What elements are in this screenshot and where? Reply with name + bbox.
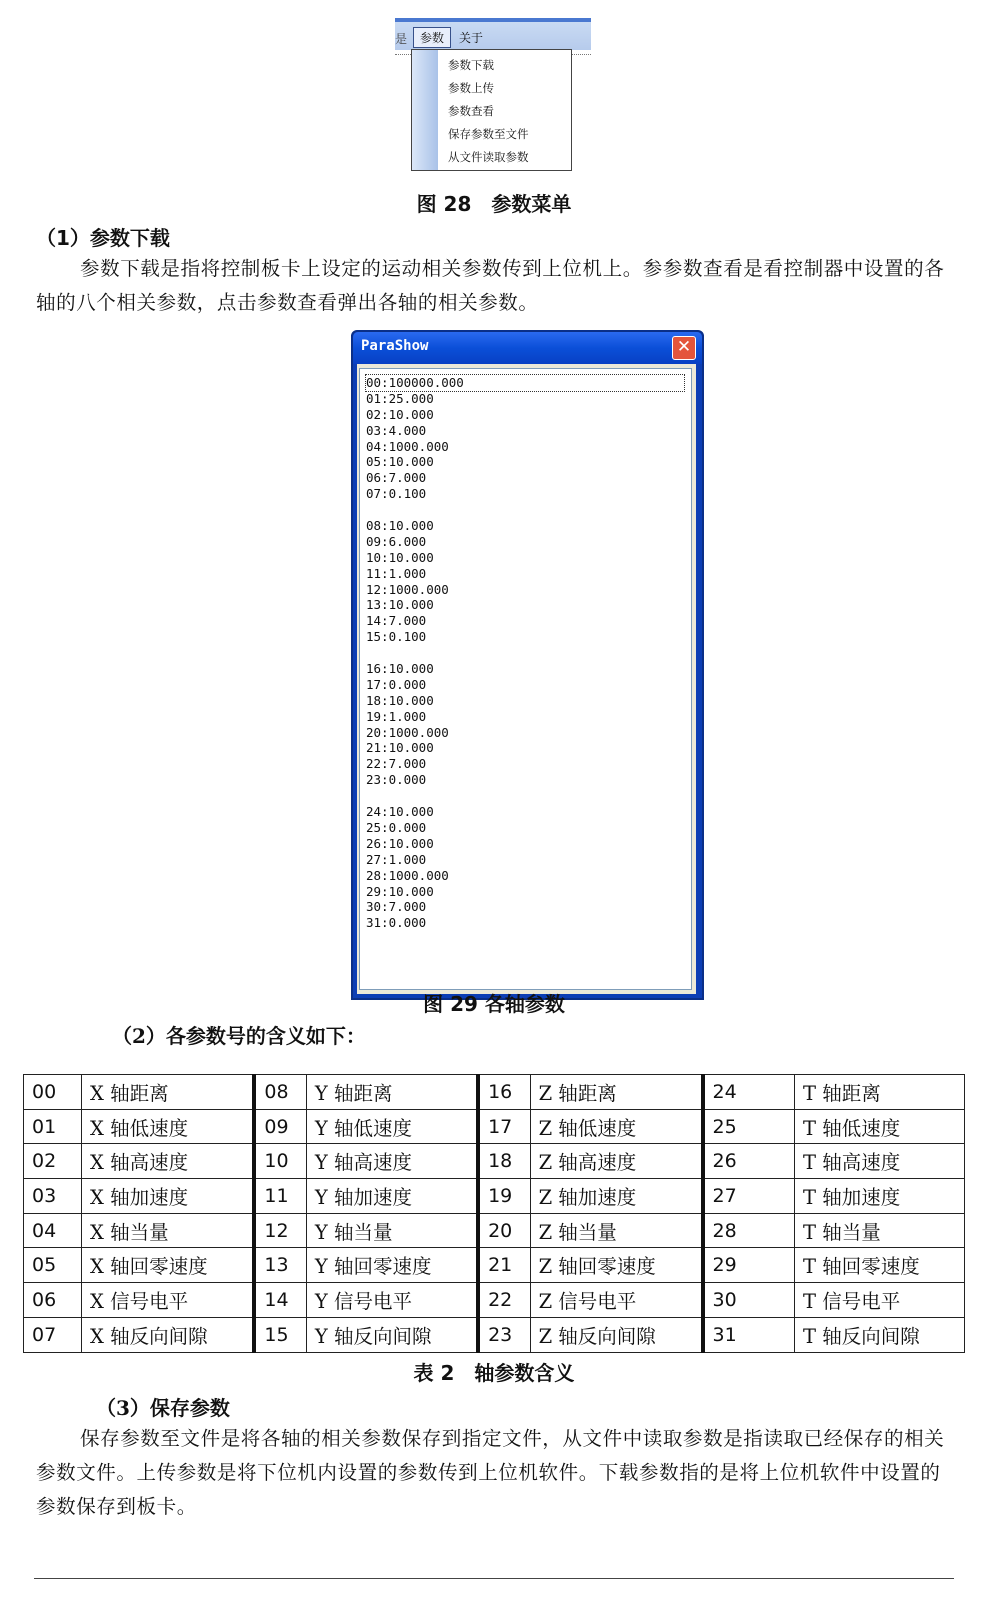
param-meaning-cell: T 轴当量 [795,1213,965,1248]
parameter-line[interactable]: 17:0.000 [366,676,427,692]
window-client-area [357,364,696,994]
param-meaning-cell: Z 轴距离 [530,1075,702,1110]
parameter-line[interactable]: 28:1000.000 [366,867,449,883]
parameter-line[interactable]: 20:1000.000 [366,724,449,740]
param-number-cell: 31 [703,1317,795,1352]
param-meaning-cell: Z 信号电平 [530,1283,702,1318]
param-meaning-cell: T 轴距离 [795,1075,965,1110]
parameter-line[interactable]: 01:25.000 [366,390,434,406]
menu-item-upload[interactable]: 参数上传 [448,81,494,95]
param-meaning-cell: Y 轴反向间隙 [306,1317,478,1352]
param-number-cell: 22 [478,1283,530,1318]
param-meaning-cell: Y 信号电平 [306,1283,478,1318]
parameter-line[interactable]: 22:7.000 [366,756,427,772]
table-row [24,1248,965,1283]
parameter-line[interactable]: 27:1.000 [366,851,427,867]
param-number-cell: 09 [254,1109,306,1144]
dropdown-side-strip [412,50,438,170]
menu-bar [395,18,591,50]
parashow-window [351,330,704,1000]
parameter-listbox[interactable] [359,368,692,990]
section-1-heading: （1）参数下载 [36,226,170,250]
table-row [24,1144,965,1179]
figure-28-caption: 图 28 参数菜单 [416,192,572,216]
param-number-cell: 04 [24,1213,82,1248]
param-meaning-cell: Y 轴高速度 [306,1144,478,1179]
param-number-cell: 14 [254,1283,306,1318]
menu-item-view[interactable]: 参数查看 [448,104,494,118]
param-number-cell: 12 [254,1213,306,1248]
menu-item-download[interactable]: 参数下载 [448,58,494,72]
parameter-line[interactable]: 10:10.000 [366,549,434,565]
param-meaning-cell: X 轴低速度 [82,1109,255,1144]
param-number-cell: 00 [24,1075,82,1110]
param-meaning-cell: Y 轴低速度 [306,1109,478,1144]
param-meaning-cell: T 轴加速度 [795,1179,965,1214]
section-3-heading: （3）保存参数 [96,1396,230,1420]
param-number-cell: 05 [24,1248,82,1283]
parameter-line[interactable]: 26:10.000 [366,835,434,851]
parameter-line[interactable]: 18:10.000 [366,692,434,708]
param-number-cell: 06 [24,1283,82,1318]
param-meaning-cell: X 轴加速度 [82,1179,255,1214]
table-row [24,1213,965,1248]
parameter-line[interactable]: 09:6.000 [366,533,427,549]
section-2-heading: （2）各参数号的含义如下： [112,1024,366,1048]
parameter-line[interactable]: 08:10.000 [366,518,434,534]
param-number-cell: 27 [703,1179,795,1214]
param-number-cell: 16 [478,1075,530,1110]
parameter-line[interactable]: 03:4.000 [366,422,427,438]
param-number-cell: 29 [703,1248,795,1283]
param-number-cell: 19 [478,1179,530,1214]
table-row [24,1109,965,1144]
param-number-cell: 11 [254,1179,306,1214]
param-number-cell: 26 [703,1144,795,1179]
param-meaning-cell: T 轴低速度 [795,1109,965,1144]
param-meaning-cell: X 轴当量 [82,1213,255,1248]
list-group-gap [366,502,684,518]
table-row [24,1179,965,1214]
param-number-cell: 20 [478,1213,530,1248]
param-meaning-cell: X 信号电平 [82,1283,255,1318]
section-3-paragraph [36,1422,956,1524]
table-2-caption: 表 2 轴参数含义 [413,1361,575,1385]
param-meaning-cell: X 轴高速度 [82,1144,255,1179]
parameter-line[interactable]: 07:0.100 [366,486,427,502]
parameter-line[interactable]: 16:10.000 [366,661,434,677]
parameter-line[interactable]: 19:1.000 [366,708,427,724]
parameter-line[interactable]: 23:0.000 [366,772,427,788]
param-number-cell: 24 [703,1075,795,1110]
param-meaning-cell: T 轴高速度 [795,1144,965,1179]
table-row [24,1283,965,1318]
parameter-meaning-table [23,1074,965,1353]
param-number-cell: 23 [478,1317,530,1352]
parameter-line[interactable]: 14:7.000 [366,613,427,629]
param-number-cell: 13 [254,1248,306,1283]
param-meaning-cell: Z 轴加速度 [530,1179,702,1214]
param-meaning-cell: X 轴回零速度 [82,1248,255,1283]
param-number-cell: 30 [703,1283,795,1318]
param-meaning-cell: Y 轴回零速度 [306,1248,478,1283]
parameter-line[interactable]: 12:1000.000 [366,581,449,597]
param-number-cell: 21 [478,1248,530,1283]
parameter-line[interactable]: 06:7.000 [366,470,427,486]
list-group-gap [366,788,684,804]
param-meaning-cell: T 信号电平 [795,1283,965,1318]
param-meaning-cell: T 轴回零速度 [795,1248,965,1283]
figure-29-caption: 图 29 各轴参数 [423,992,565,1016]
param-number-cell: 25 [703,1109,795,1144]
param-meaning-cell: Z 轴回零速度 [530,1248,702,1283]
param-meaning-cell: Z 轴高速度 [530,1144,702,1179]
parameter-line[interactable]: 02:10.000 [366,406,434,422]
parameter-menu-screenshot [395,18,591,173]
param-number-cell: 10 [254,1144,306,1179]
param-meaning-cell: Y 轴加速度 [306,1179,478,1214]
menu-about[interactable]: 关于 [459,31,484,45]
section-3-text: 保存参数至文件是将各轴的相关参数保存到指定文件，从文件中读取参数是指读取已经保存的相关参数文件。上传参数是将下位机内设置的参数传到上位机软件。下载参数指的是将上位机软件中设置的参数保存到板卡。 [36,1427,945,1518]
param-number-cell: 02 [24,1144,82,1179]
parameter-line[interactable]: 11:1.000 [366,565,427,581]
param-meaning-cell: Z 轴反向间隙 [530,1317,702,1352]
params-dropdown [411,49,572,171]
param-meaning-cell: T 轴反向间隙 [795,1317,965,1352]
menu-bar-clipped-item: 是 [395,32,408,46]
section-1-text: 参数下载是指将控制板卡上设定的运动相关参数传到上位机上。参参数查看是看控制器中设置的各轴的八个相关参数，点击参数查看弹出各轴的相关参数。 [36,257,945,314]
menu-item-read-from-file[interactable]: 从文件读取参数 [448,150,529,164]
parameter-line[interactable]: 31:0.000 [366,915,427,931]
parameter-line[interactable]: 21:10.000 [366,740,434,756]
param-number-cell: 07 [24,1317,82,1352]
window-titlebar[interactable] [353,332,702,364]
parameter-line[interactable]: 13:10.000 [366,597,434,613]
param-number-cell: 01 [24,1109,82,1144]
close-icon: ✕ [676,337,692,357]
footer-rule [34,1578,954,1579]
param-meaning-cell: Y 轴当量 [306,1213,478,1248]
param-meaning-cell: Z 轴当量 [530,1213,702,1248]
param-number-cell: 18 [478,1144,530,1179]
parameter-line[interactable]: 30:7.000 [366,899,427,915]
list-group-gap [366,645,684,661]
table-row [24,1317,965,1352]
parameter-line[interactable]: 05:10.000 [366,454,434,470]
parameter-lines [366,375,684,931]
parameter-line[interactable]: 04:1000.000 [366,438,449,454]
param-number-cell: 15 [254,1317,306,1352]
parameter-line[interactable]: 00:100000.000 [366,375,684,391]
param-number-cell: 28 [703,1213,795,1248]
param-meaning-cell: Y 轴距离 [306,1075,478,1110]
close-button[interactable] [672,336,696,360]
param-number-cell: 08 [254,1075,306,1110]
param-meaning-cell: X 轴反向间隙 [82,1317,255,1352]
param-number-cell: 03 [24,1179,82,1214]
parameter-line[interactable]: 24:10.000 [366,804,434,820]
parameter-line[interactable]: 29:10.000 [366,883,434,899]
parameter-line[interactable]: 15:0.100 [366,629,427,645]
window-title: ParaShow [361,338,429,354]
section-1-paragraph [36,252,956,320]
param-meaning-cell: Z 轴低速度 [530,1109,702,1144]
table-row [24,1075,965,1110]
parameter-line[interactable]: 25:0.000 [366,819,427,835]
menu-item-save-to-file[interactable]: 保存参数至文件 [448,127,529,141]
param-meaning-cell: X 轴距离 [82,1075,255,1110]
param-number-cell: 17 [478,1109,530,1144]
menu-params[interactable]: 参数 [413,27,451,48]
